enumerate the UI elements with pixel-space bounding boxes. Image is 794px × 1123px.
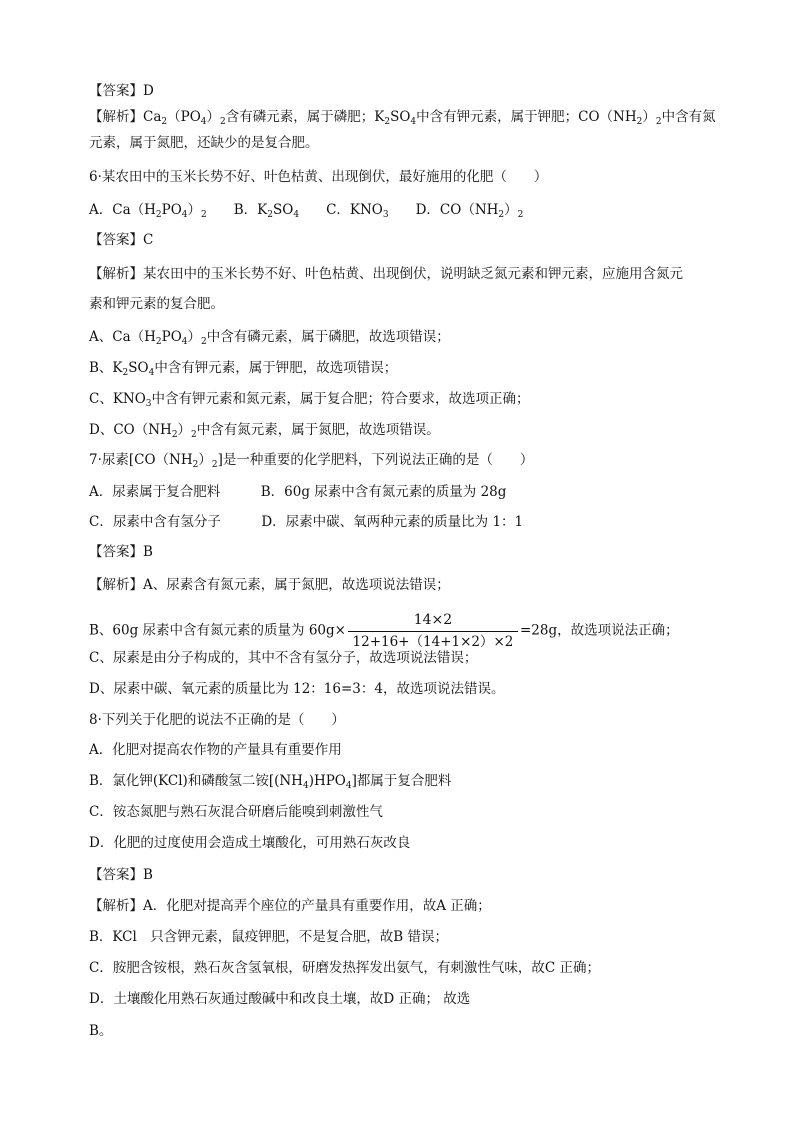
text-run: 【解析】某农田中的玉米长势不好、叶色枯黄、出现倒伏，说明缺乏氮元素和钾元素，应施用含氮元: [89, 266, 683, 282]
subscript: 4: [148, 368, 155, 378]
fraction-denominator: 12+16+（14+1×2）×2: [352, 634, 514, 650]
text-line: [89, 989, 734, 1009]
text-run: C、KNO: [89, 391, 146, 407]
subscript: 2: [517, 210, 524, 220]
text-run: C．尿素中含有氢分子 D．尿素中碳、氧两种元素的质量比为 1：1: [89, 514, 524, 530]
subscript: 2: [201, 337, 207, 347]
text-line: [89, 358, 734, 383]
text-run: 6·某农田中的玉米长势不好、叶色枯黄、出现倒伏，最好施用的化肥（ ）: [89, 169, 548, 185]
text-run: ）: [177, 422, 192, 438]
text-run: A、Ca（H: [89, 329, 156, 345]
text-run: B、K: [89, 360, 123, 376]
fraction-bar: [348, 631, 518, 632]
text-run: C．胺肥含铵根，熟石灰含氢氧根，研磨发热挥发出氨气，有刺激性气味，故C 正确；: [89, 960, 600, 976]
text-line: [89, 958, 734, 978]
text-run: D．CO（NH: [388, 202, 499, 218]
text-run: 中含有氮: [661, 109, 716, 125]
fraction: [348, 611, 518, 651]
text-line: [89, 167, 734, 187]
text-run: SO: [390, 109, 411, 125]
text-run: 中含有钾元素，属于钾肥，故选项错误；: [154, 360, 398, 376]
text-line: [89, 679, 734, 699]
subscript: 2: [655, 117, 662, 127]
text-line: [89, 264, 734, 284]
text-run: B．氯化钾(KCl)和磷酸氢二铵[(NH: [89, 773, 303, 789]
text-run: D、CO（NH: [89, 422, 172, 438]
text-line: [89, 200, 734, 225]
text-line: [89, 771, 734, 796]
text-run: B．K: [206, 202, 268, 218]
text-run: 【答案】B: [89, 544, 153, 560]
subscript: 2: [192, 460, 199, 470]
subscript: 2: [498, 210, 505, 220]
text-run: 中含有钾元素，属于钾肥；CO（NH: [416, 109, 637, 125]
text-run: C．KNO: [299, 202, 383, 218]
text-line: [89, 1021, 734, 1041]
subscript: 3: [145, 399, 152, 409]
text-run: 【解析】Ca: [89, 109, 162, 125]
text-run: 7·尿素[CO（NH: [89, 452, 193, 468]
subscript: 2: [161, 117, 168, 127]
text-run: A．尿素属于复合肥料 B．60g 尿素中含有氮元素的质量为 28g: [89, 484, 507, 500]
text-run: 中含有磷元素，属于磷肥，故选项错误；: [206, 329, 450, 345]
text-run: 中含有钾元素和氮元素，属于复合肥；符合要求，故选项正确；: [151, 391, 530, 407]
text-line: [89, 107, 734, 132]
text-run: ）: [198, 452, 212, 468]
text-line: [89, 81, 734, 101]
text-line: [89, 389, 734, 414]
text-run: A．Ca（H: [89, 202, 156, 218]
subscript: 2: [384, 117, 391, 127]
subscript: 2: [191, 430, 197, 440]
text-run: ）: [187, 329, 202, 345]
subscript: 2: [155, 210, 162, 220]
text-run: （PO: [167, 109, 201, 125]
text-run: D．化肥的过度使用会造成土壤酸化，可用熟石灰改良: [89, 835, 411, 851]
text-run: 8·下列关于化肥的说法不正确的是（ ）: [89, 712, 345, 728]
subscript: 4: [345, 781, 352, 791]
text-run: 【答案】D: [89, 83, 154, 99]
text-line: [89, 512, 734, 532]
text-run: C、尿素是由分子构成的，其中不含有氢分子，故选项说法错误；: [89, 650, 478, 666]
subscript: 4: [181, 210, 188, 220]
text-run: PO: [161, 202, 182, 218]
subscript: 2: [201, 210, 207, 220]
text-run: ]都属于复合肥料: [351, 773, 452, 789]
text-run: C．铵态氮肥与熟石灰混合研磨后能嗅到刺激性气: [89, 804, 383, 820]
text-line: [89, 575, 734, 595]
subscript: 2: [267, 210, 274, 220]
subscript: 4: [181, 337, 188, 347]
text-line: [89, 833, 734, 853]
subscript: 2: [636, 117, 643, 127]
subscript: 4: [293, 210, 300, 220]
text-line: [89, 482, 734, 502]
text-line: [89, 710, 734, 730]
text-run: D、尿素中碳、氧元素的质量比为 12：16=3：4，故选项说法错误。: [89, 681, 505, 697]
text-run: B。: [89, 1023, 113, 1039]
text-run: ]是一种重要的化学肥料，下列说法正确的是（ ）: [217, 452, 534, 468]
text-run: 元素，属于氮肥，还缺少的是复合肥。: [89, 135, 319, 151]
subscript: 2: [171, 430, 178, 440]
text-line: [89, 450, 734, 475]
text-run: D．土壤酸化用熟石灰通过酸碱中和改良土壤，故D 正确； 故选: [89, 991, 471, 1007]
subscript: 2: [122, 368, 129, 378]
text-run: 【答案】C: [89, 232, 154, 248]
subscript: 4: [410, 117, 417, 127]
text-run: A．化肥对提高农作物的产量具有重要作用: [89, 742, 342, 758]
text-run: B．KCl 只含钾元素，鼠疫钾肥，不是复合肥，故B 错误；: [89, 929, 449, 945]
text-run: =28g，故选项说法正确；: [519, 622, 679, 639]
subscript: 2: [155, 337, 162, 347]
text-run: 中含有氮元素，属于氮肥，故选项错误。: [196, 422, 440, 438]
subscript: 2: [211, 460, 218, 470]
text-run: ）: [206, 109, 221, 125]
text-line: [89, 133, 734, 153]
text-line: [89, 611, 734, 651]
text-line: [89, 420, 734, 445]
text-run: SO: [128, 360, 149, 376]
text-line: [89, 648, 734, 668]
subscript: 2: [220, 117, 226, 127]
text-run: B、60g 尿素中含有氮元素的质量为 60g×: [89, 622, 346, 639]
text-run: 含有磷元素，属于磷肥；K: [225, 109, 385, 125]
text-run: SO: [273, 202, 294, 218]
text-line: [89, 927, 734, 947]
text-run: 【解析】A、尿素含有氮元素，属于氮肥，故选项说法错误；: [89, 577, 450, 593]
subscript: 4: [302, 781, 309, 791]
text-line: [89, 294, 734, 314]
text-run: 【答案】B: [89, 867, 153, 883]
text-line: [89, 327, 734, 352]
text-line: [89, 542, 734, 562]
text-run: ）: [504, 202, 518, 218]
text-line: [89, 802, 734, 822]
text-run: 素和钾元素的复合肥。: [89, 296, 224, 312]
text-run: )HPO: [308, 773, 346, 789]
text-run: 【解析】A．化肥对提高弄个座位的产量具有重要作用，故A 正确；: [89, 898, 491, 914]
text-run: ）: [642, 109, 656, 125]
subscript: 4: [200, 117, 207, 127]
text-line: [89, 865, 734, 885]
text-run: ）: [187, 202, 202, 218]
text-line: [89, 740, 734, 760]
text-line: [89, 230, 734, 250]
fraction-numerator: 14×2: [413, 612, 453, 628]
text-line: [89, 896, 734, 916]
subscript: 3: [382, 210, 389, 220]
text-run: PO: [161, 329, 182, 345]
